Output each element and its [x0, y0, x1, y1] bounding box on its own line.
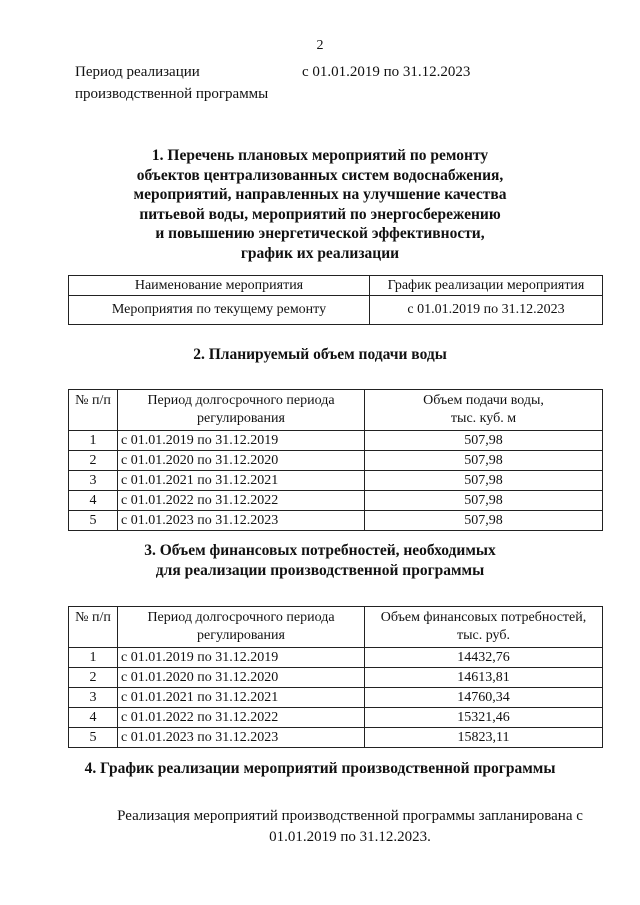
- activities-table: [68, 275, 603, 325]
- section1-title-line: и повышению энергетической эффективности,: [155, 225, 485, 242]
- row-period: с 01.01.2019 по 31.12.2019: [118, 648, 365, 668]
- row-num: 5: [69, 511, 118, 531]
- header-value: [365, 390, 603, 431]
- table-header-row: [69, 607, 603, 648]
- row-num: 3: [69, 471, 118, 491]
- row-num: 1: [69, 431, 118, 451]
- row-num: 2: [69, 451, 118, 471]
- header-value-line: Объем подачи воды,: [423, 393, 544, 408]
- table-row: [69, 296, 603, 325]
- header-activity-name: Наименование мероприятия: [69, 276, 370, 296]
- table-row: [69, 511, 603, 531]
- header-period-line: регулирования: [197, 411, 285, 426]
- table-row: [69, 728, 603, 748]
- section1-title-line: питьевой воды, мероприятий по энергосбережению: [139, 205, 501, 223]
- section3-title-line: для реализации производственной программы: [155, 561, 485, 579]
- row-num: 5: [69, 728, 118, 748]
- section4-title: 4. График реализации мероприятий производственной программы: [84, 760, 556, 777]
- row-value: 507,98: [365, 491, 603, 511]
- row-value: 14760,34: [365, 688, 603, 708]
- activity-schedule: с 01.01.2019 по 31.12.2023: [370, 296, 603, 325]
- header-period-line: регулирования: [197, 628, 285, 643]
- row-period: с 01.01.2022 по 31.12.2022: [118, 491, 365, 511]
- section3-title-line: 3. Объем финансовых потребностей, необходимых: [144, 542, 496, 559]
- header-activity-schedule: График реализации мероприятия: [370, 276, 603, 296]
- table-row: [69, 431, 603, 451]
- activity-name: Мероприятия по текущему ремонту: [69, 296, 370, 325]
- header-num: № п/п: [69, 607, 118, 648]
- row-num: 3: [69, 688, 118, 708]
- section4-text: [100, 806, 600, 848]
- row-period: с 01.01.2023 по 31.12.2023: [118, 511, 365, 531]
- period-label-line1: Период реализации: [75, 64, 200, 80]
- table-row: [69, 708, 603, 728]
- row-period: с 01.01.2020 по 31.12.2020: [118, 668, 365, 688]
- table-row: [69, 668, 603, 688]
- row-num: 1: [69, 648, 118, 668]
- section1-title: [0, 146, 640, 263]
- table-row: [69, 471, 603, 491]
- row-value: 507,98: [365, 431, 603, 451]
- table-header-row: [69, 276, 603, 296]
- section4-text-line: 01.01.2019 по 31.12.2023.: [269, 829, 431, 845]
- header-period: [118, 390, 365, 431]
- page-number: 2: [316, 38, 324, 53]
- row-period: с 01.01.2020 по 31.12.2020: [118, 451, 365, 471]
- row-value: 15823,11: [365, 728, 603, 748]
- header-value-line: Объем финансовых потребностей,: [380, 610, 587, 625]
- table-header-row: [69, 390, 603, 431]
- section1-title-line: мероприятий, направленных на улучшение качества: [133, 186, 507, 203]
- section1-title-line: 1. Перечень плановых мероприятий по ремонту: [151, 147, 489, 164]
- row-period: с 01.01.2022 по 31.12.2022: [118, 708, 365, 728]
- row-value: 507,98: [365, 471, 603, 491]
- financial-needs-table: [68, 606, 603, 748]
- row-value: 507,98: [365, 511, 603, 531]
- row-num: 4: [69, 708, 118, 728]
- row-period: с 01.01.2019 по 31.12.2019: [118, 431, 365, 451]
- section2-title: 2. Планируемый объем подачи воды: [193, 346, 447, 363]
- table-row: [69, 688, 603, 708]
- table-row: [69, 451, 603, 471]
- header-period-line: Период долгосрочного периода: [147, 393, 335, 408]
- row-value: 507,98: [365, 451, 603, 471]
- row-num: 2: [69, 668, 118, 688]
- row-value: 14432,76: [365, 648, 603, 668]
- row-period: с 01.01.2021 по 31.12.2021: [118, 688, 365, 708]
- header-value-line: тыс. руб.: [457, 628, 510, 643]
- table-row: [69, 648, 603, 668]
- header-value: [365, 607, 603, 648]
- header-period: [118, 607, 365, 648]
- water-supply-table: [68, 389, 603, 531]
- row-value: 15321,46: [365, 708, 603, 728]
- row-num: 4: [69, 491, 118, 511]
- row-period: с 01.01.2021 по 31.12.2021: [118, 471, 365, 491]
- row-value: 14613,81: [365, 668, 603, 688]
- header-num: № п/п: [69, 390, 118, 431]
- header-value-line: тыс. куб. м: [450, 411, 517, 426]
- period-label-line2: производственной программы: [75, 86, 269, 102]
- section3-title: [0, 541, 640, 580]
- section4-text-line: Реализация мероприятий производственной программы запланирована с: [117, 808, 583, 824]
- section1-title-line: график их реализации: [240, 244, 400, 262]
- header-period-line: Период долгосрочного периода: [147, 610, 335, 625]
- table-row: [69, 491, 603, 511]
- section1-title-line: объектов централизованных систем водоснабжения,: [136, 166, 504, 184]
- period-value: с 01.01.2019 по 31.12.2023: [302, 64, 471, 80]
- row-period: с 01.01.2023 по 31.12.2023: [118, 728, 365, 748]
